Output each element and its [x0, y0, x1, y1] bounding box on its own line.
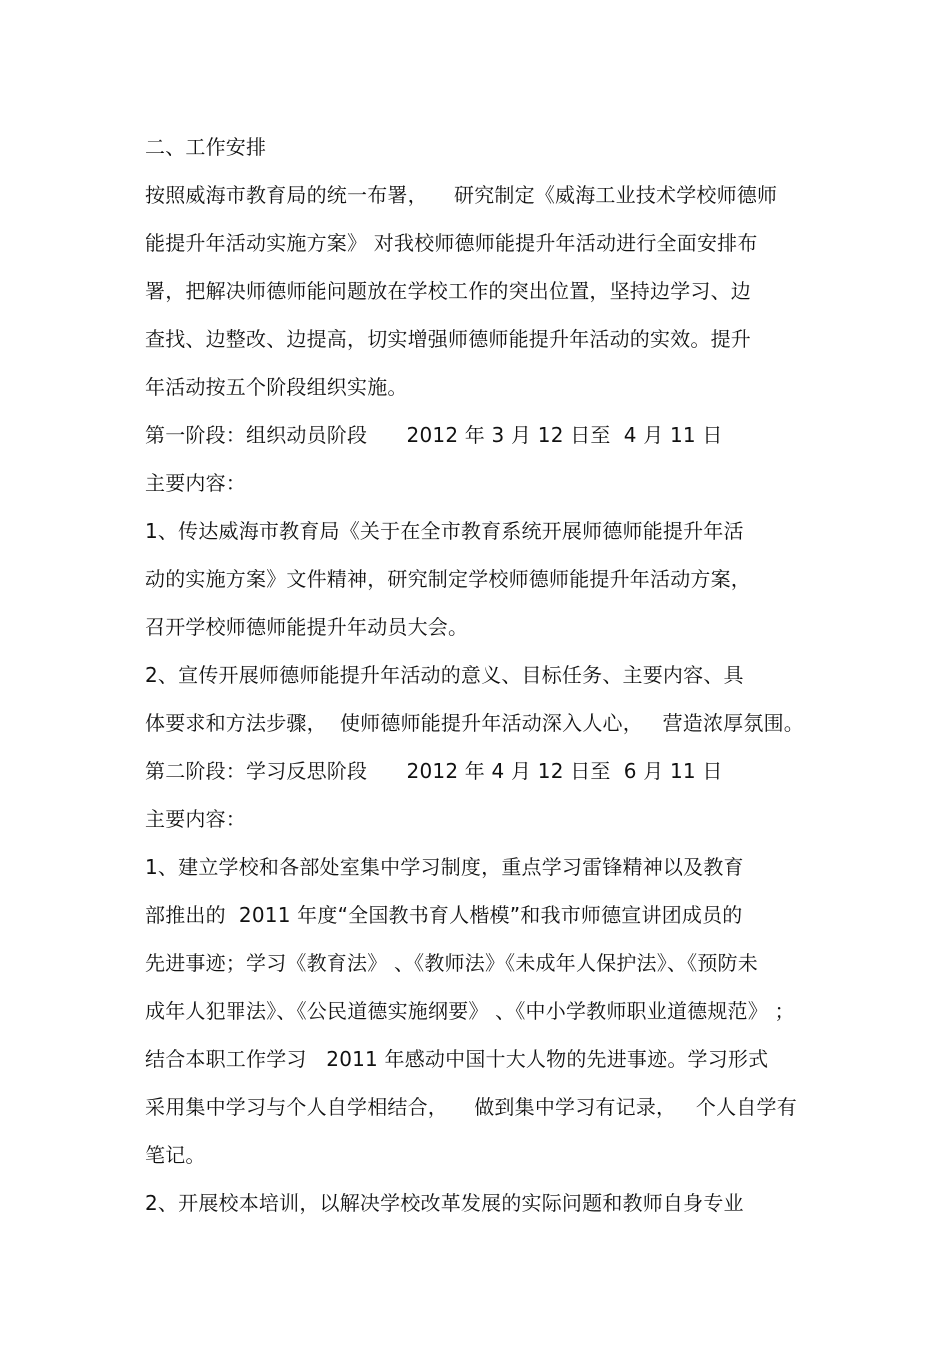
text-line: 体要求和方法步骤， 使师德师能提升年活动深入人心， 营造浓厚氛围。 — [145, 711, 804, 735]
text-line: 署，把解决师德师能问题放在学校工作的突出位置，坚持边学习、边 — [145, 279, 751, 303]
text-line: 查找、边整改、边提高，切实增强师德师能提升年活动的实效。提升 — [145, 327, 751, 351]
text-line: 1、传达威海市教育局《关于在全市教育系统开展师德师能提升年活 — [145, 519, 744, 543]
content-label: 主要内容： — [145, 471, 246, 495]
section-heading: 二、工作安排 — [145, 135, 267, 159]
text-line: 按照威海市教育局的统一布署， 研究制定《威海工业技术学校师德师 — [145, 183, 778, 207]
text-line: 采用集中学习与个人自学相结合， 做到集中学习有记录， 个人自学有 — [145, 1095, 797, 1119]
text-line: 笔记。 — [145, 1143, 206, 1167]
phase-heading: 第一阶段：组织动员阶段 2012 年 3 月 12 日至 4 月 11 日 — [145, 423, 723, 447]
text-line: 结合本职工作学习 2011 年感动中国十大人物的先进事迹。学习形式 — [145, 1047, 769, 1071]
text-line: 部推出的 2011 年度“全国教书育人楷模”和我市师德宣讲团成员的 — [145, 903, 743, 927]
content-label: 主要内容： — [145, 807, 246, 831]
text-line: 召开学校师德师能提升年动员大会。 — [145, 615, 469, 639]
text-line: 2、开展校本培训，以解决学校改革发展的实际问题和教师自身专业 — [145, 1191, 744, 1215]
text-line: 年活动按五个阶段组织实施。 — [145, 375, 408, 399]
text-line: 1、建立学校和各部处室集中学习制度，重点学习雷锋精神以及教育 — [145, 855, 744, 879]
text-line: 动的实施方案》文件精神，研究制定学校师德师能提升年活动方案， — [145, 567, 751, 591]
text-line: 能提升年活动实施方案》 对我校师德师能提升年活动进行全面安排布 — [145, 231, 758, 255]
text-line: 先进事迹；学习《教育法》 、《教师法》《未成年人保护法》、《预防未 — [145, 951, 758, 975]
phase-heading: 第二阶段：学习反思阶段 2012 年 4 月 12 日至 6 月 11 日 — [145, 759, 723, 783]
text-line: 2、宣传开展师德师能提升年活动的意义、目标任务、主要内容、具 — [145, 663, 744, 687]
text-line: 成年人犯罪法》、《公民道德实施纲要》 、《中小学教师职业道德规范》 ； — [145, 999, 795, 1023]
